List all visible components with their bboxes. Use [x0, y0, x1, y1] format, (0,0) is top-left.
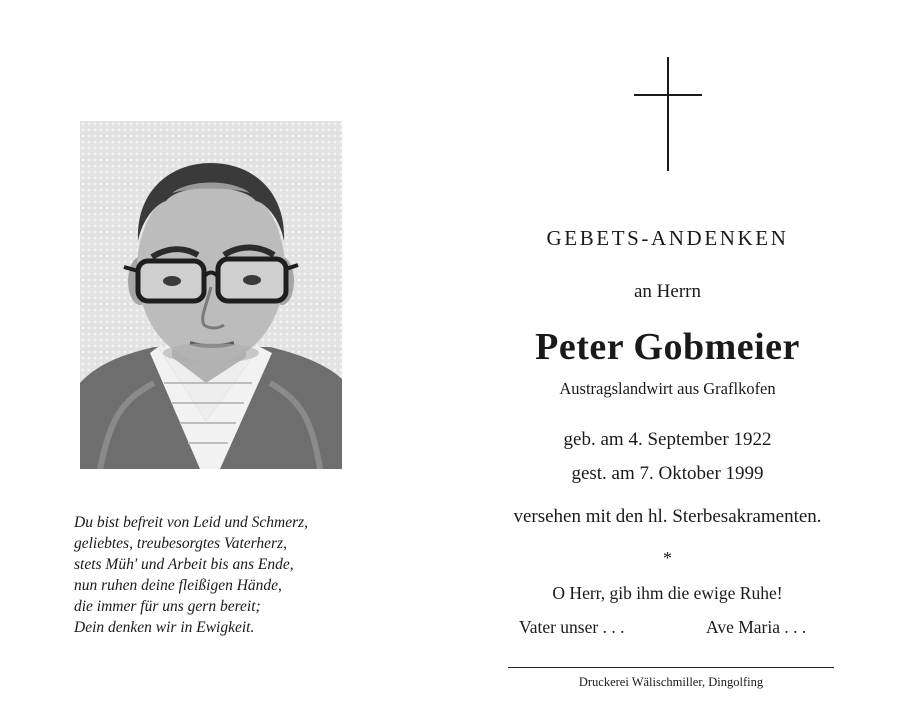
- divider-rule: [508, 667, 834, 668]
- poem-line: geliebtes, treubesorgtes Vaterherz,: [74, 535, 287, 552]
- occupation: Austragslandwirt aus Graflkofen: [559, 379, 776, 398]
- cross-icon: [634, 57, 702, 171]
- poem-line: nun ruhen deine fleißigen Hände,: [74, 577, 282, 594]
- portrait-photo: [80, 121, 342, 469]
- death-date: gest. am 7. Oktober 1999: [571, 463, 764, 484]
- ave-maria: Ave Maria . . .: [706, 617, 807, 637]
- asterisk-divider: *: [663, 548, 672, 568]
- vater-unser: Vater unser . . .: [519, 617, 625, 637]
- memorial-poem: [74, 512, 394, 638]
- card-heading: GEBETS-ANDENKEN: [546, 226, 789, 250]
- printer-credit: Druckerei Wälischmiller, Dingolfing: [578, 675, 764, 689]
- sacrament-note: versehen mit den hl. Sterbesakramenten.: [513, 506, 822, 527]
- portrait-illustration: [80, 121, 342, 469]
- salutation: an Herrn: [634, 281, 701, 302]
- birth-date: geb. am 4. September 1922: [563, 429, 772, 450]
- poem-line: Dein denken wir in Ewigkeit.: [74, 619, 255, 636]
- deceased-name: Peter Gobmeier: [535, 326, 800, 368]
- poem-line: Du bist befreit von Leid und Schmerz,: [74, 514, 309, 531]
- prayer-line: O Herr, gib ihm die ewige Ruhe!: [552, 583, 783, 603]
- poem-line: stets Müh' und Arbeit bis ans Ende,: [74, 556, 294, 573]
- poem-line: die immer für uns gern bereit;: [74, 598, 261, 615]
